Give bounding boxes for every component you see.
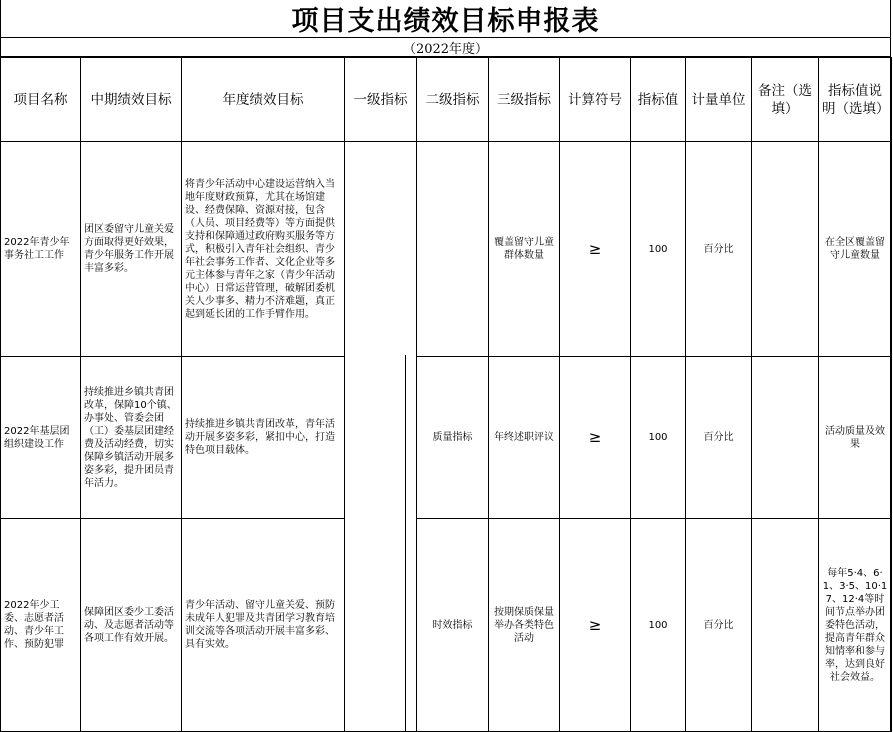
header-symbol: 计算符号 [560,58,631,142]
header-annual-goal: 年度绩效目标 [182,58,345,142]
row-unit: 百分比 [686,142,752,357]
row-mid-goal: 团区委留守儿童关爱方面取得更好效果，青少年服务工作开展丰富多彩。 [81,142,182,357]
row-level2: 质量指标 [417,357,489,519]
row-level2: 时效指标 [417,519,489,732]
row-level3: 覆盖留守儿童群体数量 [489,142,560,357]
header-level1: 一级指标 [345,58,417,142]
header-level3: 三级指标 [489,58,560,142]
row-note: 活动质量及效果 [819,357,892,519]
row-level2 [417,142,489,357]
row-project-name: 2022年基层团组织建设工作 [1,357,81,519]
header-unit: 计量单位 [686,58,752,142]
row-value: 100 [631,357,686,519]
row-mid-goal: 保障团区委少工委活动、及志愿者活动等各项工作有效开展。 [81,519,182,732]
header-note: 指标值说明（选填） [819,58,892,142]
row-note: 每年5·4、6·1、3·5、10·17、12·4等时间节点举办团委特色活动，提高青年群众知情率和参与率，达到良好社会效益。 [819,519,892,732]
level1-divider-line [405,355,406,731]
header-level2: 二级指标 [417,58,489,142]
row-annual-goal: 将青少年活动中心建设运营纳入当地年度财政预算，尤其在场馆建设、经费保障、资源对接，包含（人员、项目经费等）等方面提供支持和保障通过政府购买服务等方式，积极引入青年社会组织、青少年社会事务工作者、文化企业等多元主体参与青年之家（青少年活动中心）日常运营管理，破解团委机关人少事多、精力不济难题，真正起到延长团的工作手臂作用。 [182,142,345,357]
row-level3: 按期保质保量举办各类特色活动 [489,519,560,732]
row-value: 100 [631,142,686,357]
sheet-year: （2022年度） [0,38,891,57]
row-symbol: ≥ [560,357,631,519]
header-mid-goal: 中期绩效目标 [81,58,182,142]
row-level3: 年终述职评议 [489,357,560,519]
table-row [1,357,892,519]
row-symbol: ≥ [560,142,631,357]
goals-table [0,57,892,732]
row-mid-goal: 持续推进乡镇共青团改革，保障10个镇、办事处、管委会团（工）委基层团建经费及活动经费，切实保障乡镇活动开展多姿多彩，提升团员青年活力。 [81,357,182,519]
row-note: 在全区覆盖留守儿童数量 [819,142,892,357]
row-value: 100 [631,519,686,732]
table-row [1,142,892,357]
row-annual-goal: 青少年活动、留守儿童关爱、预防未成年人犯罪及共青团学习教育培训交流等各项活动开展丰富多彩、具有实效。 [182,519,345,732]
row-remark [752,519,819,732]
header-remark: 备注（选填） [752,58,819,142]
row-annual-goal: 持续推进乡镇共青团改革，青年活动开展多姿多彩，紧扣中心，打造特色项目载体。 [182,357,345,519]
row-symbol: ≥ [560,519,631,732]
row-unit: 百分比 [686,519,752,732]
table-row [1,519,892,732]
row-remark [752,357,819,519]
header-value: 指标值 [631,58,686,142]
row-remark [752,142,819,357]
table-header-row [1,58,892,142]
row-project-name: 2022年少工委、志愿者活动、青少年工作、预防犯罪 [1,519,81,732]
row-project-name: 2022年青少年事务社工工作 [1,142,81,357]
header-name: 项目名称 [1,58,81,142]
sheet-title: 项目支出绩效目标申报表 [0,0,891,38]
row-unit: 百分比 [686,357,752,519]
